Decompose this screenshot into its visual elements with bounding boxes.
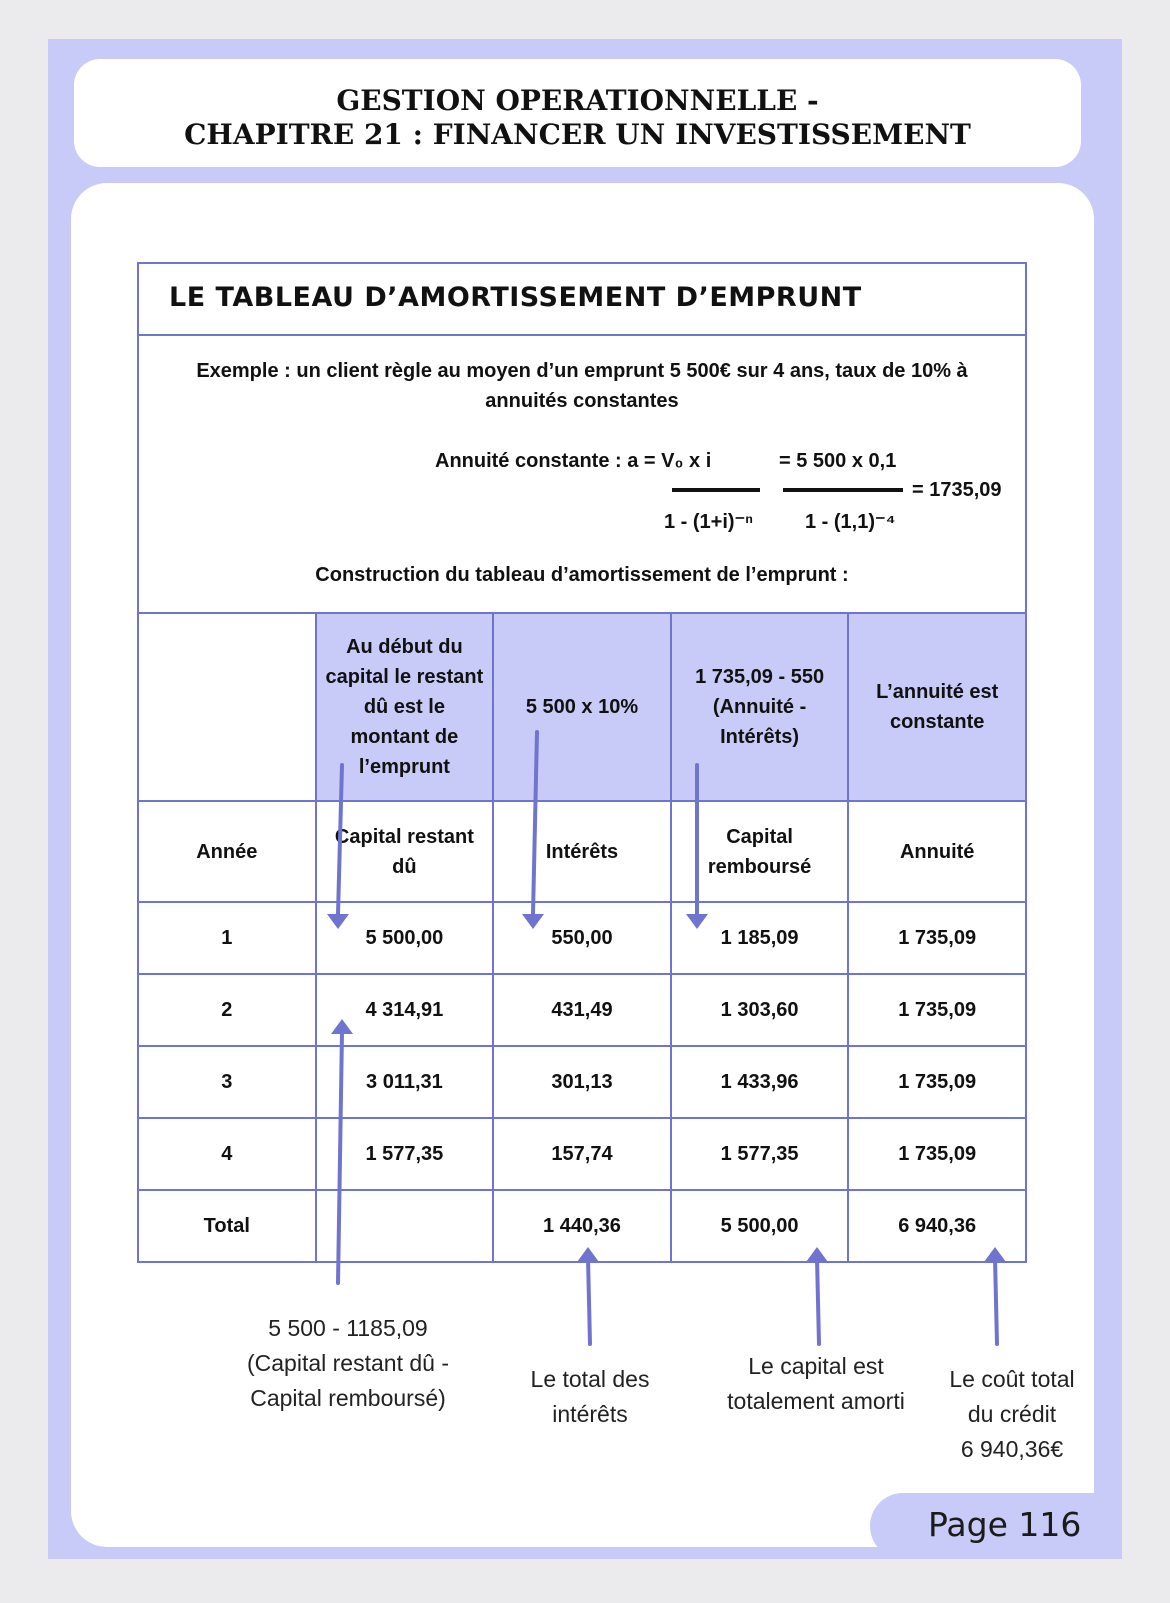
chapter-header bbox=[74, 59, 1081, 167]
table-cell: 6 940,36 bbox=[848, 1190, 1026, 1262]
example-text: Exemple : un client règle au moyen d’un emprunt 5 500€ sur 4 ans, taux de 10% à annuités constantes bbox=[196, 360, 968, 412]
formula-denominator-2: 1 - (1,1)⁻⁴ bbox=[805, 511, 896, 533]
annotation-capital bbox=[218, 1311, 478, 1416]
table-row bbox=[138, 1118, 1026, 1190]
amortization-table bbox=[137, 612, 1027, 1263]
table-cell: 5 500,00 bbox=[671, 1190, 849, 1262]
table-cell: 4 314,91 bbox=[316, 974, 494, 1046]
table-cell: 1 577,35 bbox=[671, 1118, 849, 1190]
column-header: Annuité bbox=[848, 801, 1026, 902]
table-cell: 1 bbox=[138, 902, 316, 974]
annotation-line: (Capital restant dû - bbox=[247, 1350, 449, 1376]
column-header: Intérêts bbox=[493, 801, 671, 902]
column-header: Capital restant dû bbox=[316, 801, 494, 902]
formula-label: Annuité constante : a = V₀ x i bbox=[435, 450, 712, 472]
column-header: Capital remboursé bbox=[671, 801, 849, 902]
table-row bbox=[138, 1046, 1026, 1118]
table-cell: 1 735,09 bbox=[848, 902, 1026, 974]
fraction-bar-2 bbox=[783, 488, 903, 492]
total-row bbox=[138, 1190, 1026, 1262]
annotation-line: Le coût total bbox=[949, 1366, 1075, 1392]
formula-denominator-1: 1 - (1+i)⁻ⁿ bbox=[664, 511, 754, 533]
description-cell: L’annuité est constante bbox=[848, 613, 1026, 801]
annotation-line: Le total des bbox=[530, 1366, 650, 1392]
annotation-interets bbox=[500, 1362, 680, 1432]
formula-numerator: = 5 500 x 0,1 bbox=[779, 450, 897, 472]
table-cell: 2 bbox=[138, 974, 316, 1046]
construction-caption: Construction du tableau d’amortissement de l’emprunt : bbox=[315, 564, 849, 586]
description-cell-empty bbox=[138, 613, 316, 801]
annotation-line: 5 500 - 1185,09 bbox=[268, 1315, 428, 1341]
exercise-block bbox=[137, 262, 1027, 614]
table-cell: 1 577,35 bbox=[316, 1118, 494, 1190]
annotation-amorti bbox=[706, 1349, 926, 1419]
table-cell: 1 735,09 bbox=[848, 1118, 1026, 1190]
annotation-line: Le capital est bbox=[748, 1353, 884, 1379]
annotation-line: totalement amorti bbox=[727, 1388, 905, 1414]
description-cell: 1 735,09 - 550 (Annuité - Intérêts) bbox=[671, 613, 849, 801]
page-number: Page 116 bbox=[928, 1505, 1082, 1544]
header-line-1: GESTION OPERATIONNELLE - bbox=[336, 84, 819, 117]
table-cell: 550,00 bbox=[493, 902, 671, 974]
table-cell: 1 735,09 bbox=[848, 974, 1026, 1046]
table-cell: 1 433,96 bbox=[671, 1046, 849, 1118]
section-title-text: LE TABLEAU D’AMORTISSEMENT D’EMPRUNT bbox=[169, 282, 862, 313]
annotation-line: du crédit bbox=[967, 1401, 1057, 1427]
table-cell: 5 500,00 bbox=[316, 902, 494, 974]
formula-result: = 1735,09 bbox=[912, 479, 1002, 501]
table-cell: 1 303,60 bbox=[671, 974, 849, 1046]
table-cell: 157,74 bbox=[493, 1118, 671, 1190]
table-cell: 431,49 bbox=[493, 974, 671, 1046]
table-row bbox=[138, 974, 1026, 1046]
table-row bbox=[138, 902, 1026, 974]
annotation-line: 6 940,36€ bbox=[960, 1436, 1064, 1462]
table-cell: Total bbox=[138, 1190, 316, 1262]
table-cell: 1 185,09 bbox=[671, 902, 849, 974]
column-header: Année bbox=[138, 801, 316, 902]
header-line-2: CHAPITRE 21 : FINANCER UN INVESTISSEMENT bbox=[184, 118, 971, 151]
section-title bbox=[139, 264, 1025, 336]
table-cell: 301,13 bbox=[493, 1046, 671, 1118]
description-cell: Au début du capital le restant dû est le montant de l’emprunt bbox=[316, 613, 494, 801]
table-cell: 4 bbox=[138, 1118, 316, 1190]
annotation-line: Capital remboursé) bbox=[250, 1385, 446, 1411]
table-cell: 1 440,36 bbox=[493, 1190, 671, 1262]
fraction-bar-1 bbox=[672, 488, 760, 492]
header-row bbox=[138, 801, 1026, 902]
description-cell: 5 500 x 10% bbox=[493, 613, 671, 801]
annotation-line: intérêts bbox=[552, 1401, 628, 1427]
table-cell: 1 735,09 bbox=[848, 1046, 1026, 1118]
table-cell: 3 011,31 bbox=[316, 1046, 494, 1118]
description-row bbox=[138, 613, 1026, 801]
table-cell bbox=[316, 1190, 494, 1262]
table-cell: 3 bbox=[138, 1046, 316, 1118]
annotation-cout bbox=[932, 1362, 1092, 1467]
